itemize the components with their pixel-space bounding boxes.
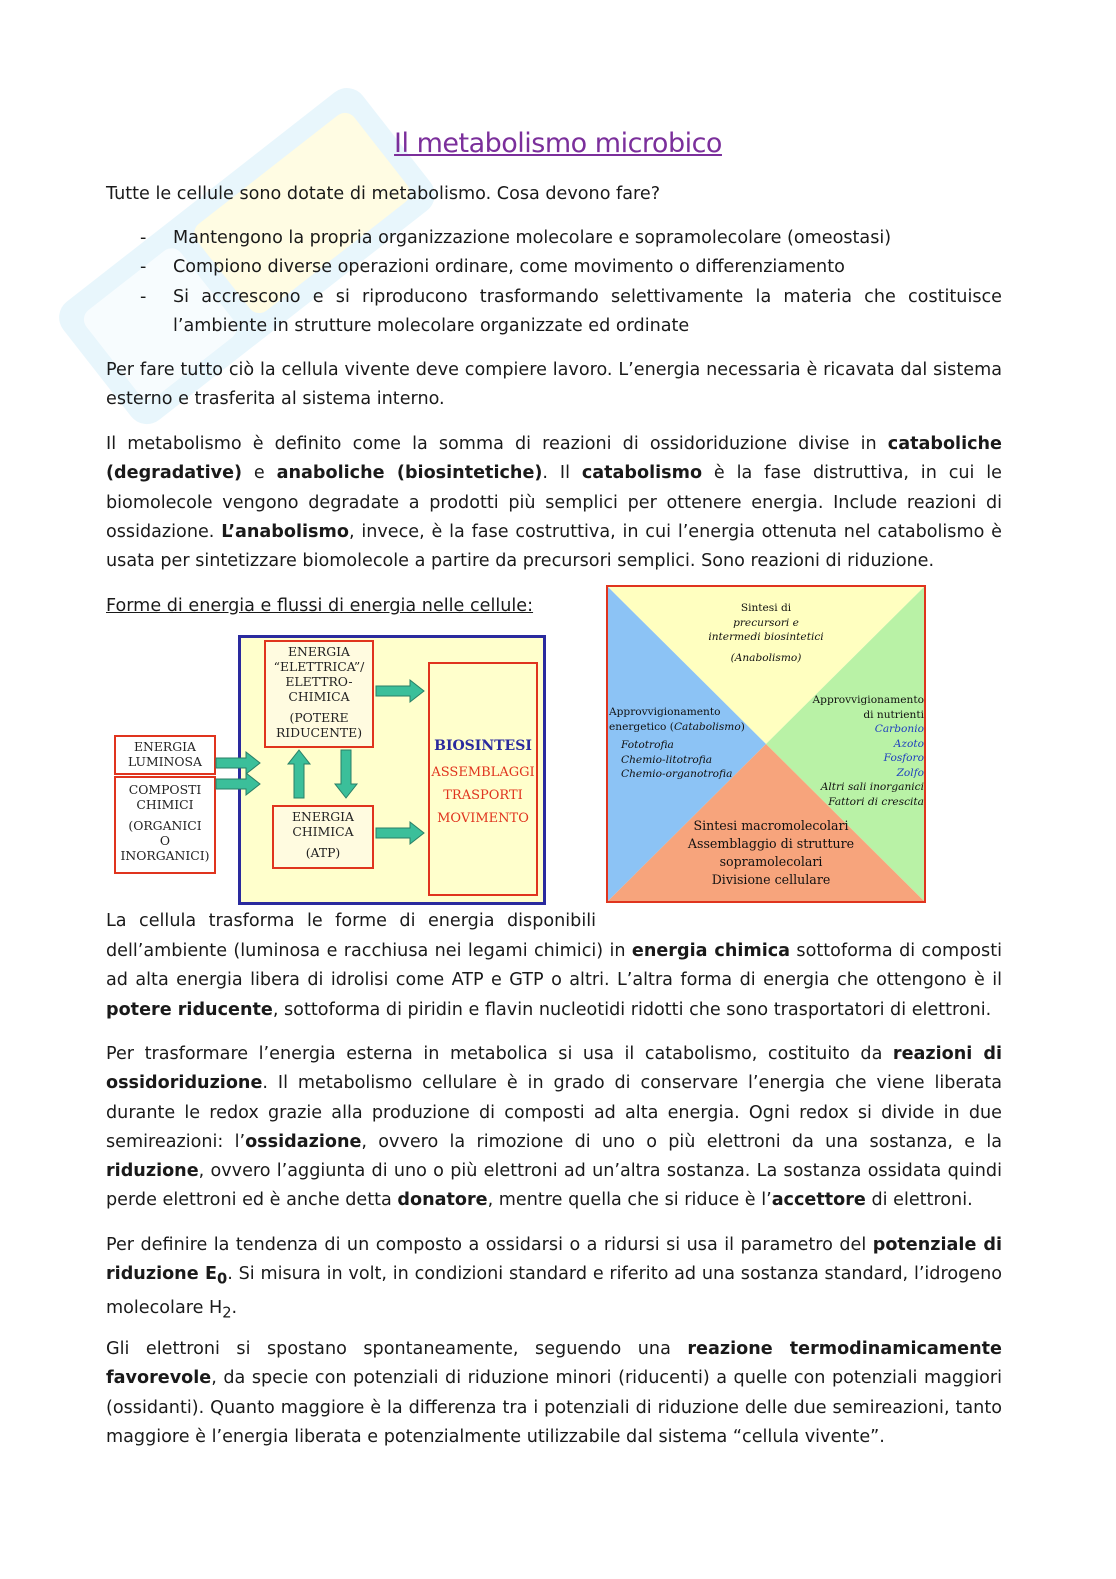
biosintesi-box [428,662,538,896]
paragraph-trasforma: dell’ambiente (luminosa e racchiusa nei legami chimici) in energia chimica sottoforma di composti ad alta energia libera di idrolisi come ATP e GTP o altri. L’altra forma di energia che ottengono è il potere riducente, sottoforma di piridin e flavin nucleotidi ridotti che sono trasportatori di elettroni. [106,941,1002,1020]
list-item: - Si accrescono e si riproducono trasformando selettivamente la materia che costituisce l’ambiente in strutture molecolare organizzate ed ordinate [106,283,1002,342]
anabolismo-label: Sintesi di precursori e intermedi biosintetici (Anabolismo) [708,602,824,664]
paragraph-redox: Per trasformare l’energia esterna in metabolica si usa il catabolismo, costituito da reazioni di ossidoriduzione. Il metabolismo cellulare è in grado di conservare l’energia che viene liberata durante le redox grazie alla produzione di composti ad alta energia. Ogni redox si divide in due semireazioni: l’ossidazione, ovvero la rimozione di uno o più elettroni da una sostanza, e la riduzione, ovvero l’aggiunta di uno o più elettroni ad un’altra sostanza. La sostanza ossidata quindi perde elettroni ed è anche detta donatore, mentre quella che si riduce è l’accettore di elettroni. [106,1044,1002,1211]
section-subheading: Forme di energia e flussi di energia nelle cellule: [106,596,534,616]
catabolismo-label: Approvvigionamento energetico (Catabolismo) Fototrofia Chemio-litotrofia Chemio-organotrofia [609,706,745,780]
paragraph-potenziale: Per definire la tendenza di un composto a ossidarsi o a ridursi si usa il parametro del potenziale di riduzione $E_0$. Si misura in volt, in condizioni standard e riferito ad una sostanza standard, l’idrogeno molecolare $H_2$. [106,1235,1003,1322]
list-item: - Compiono diverse operazioni ordinare, come movimento o differenziamento [106,253,1002,282]
biosintesi-label: BIOSINTESI [434,738,532,754]
movimento-label: MOVIMENTO [437,811,529,826]
energy-flow-diagram [112,632,546,906]
composti-chimici-box: COMPOSTI CHIMICI (ORGANICI O INORGANICI) [114,776,216,874]
list-item: - Mantengono la propria organizzazione molecolare e sopramolecolare (omeostasi) [106,224,1002,253]
paragraph-lavoro: Per fare tutto ciò la cellula vivente deve compiere lavoro. L’energia necessaria è ricavata dal sistema esterno e trasferita al sistema interno. [106,360,1002,410]
metabolism-quadrant-diagram [606,585,926,903]
intro-text: Tutte le cellule sono dotate di metabolismo. Cosa devono fare? [106,184,661,204]
energia-elettrica-box: ENERGIA “ELETTRICA”/ ELETTRO- CHIMICA (POTERE RIDUCENTE) [264,640,374,748]
trasporti-label: TRASPORTI [443,788,523,803]
sintesi-macromolecolari-label: Sintesi macromolecolari Assemblaggio di strutture sopramolecolari Divisione cellulare [687,818,855,887]
bullet-dash: - [140,257,147,278]
nutrienti-label: Approvvigionamento di nutrienti Carbonio Azoto Fosforo Zolfo Altri sali inorganici Fattori di crescita [812,694,924,808]
paragraph-elettroni: Gli elettroni si spostano spontaneamente, seguendo una reazione termodinamicamente favorevole, da specie con potenziali di riduzione minori (riducenti) a quelle con potenziali maggiori (ossidanti). Quanto maggiore è la differenza tra i potenziali di riduzione delle due semireazioni, tanto maggiore è l’energia liberata e potenzialmente utilizzabile dal sistema “cellula vivente”. [106,1339,1002,1447]
bullet-dash: - [140,286,147,307]
energia-chimica-box: ENERGIA CHIMICA (ATP) [272,805,374,869]
energia-luminosa-box: ENERGIA LUMINOSA [114,735,216,775]
bullet-list [106,224,1002,341]
bullet-dash: - [140,228,147,248]
assemblaggi-label: ASSEMBLAGGI [431,765,535,780]
page-title: Il metabolismo microbico [394,128,722,159]
paragraph-trasforma-line1: La cellula trasforma le forme di energia disponibili [106,911,596,931]
paragraph-metabolismo: Il metabolismo è definito come la somma di reazioni di ossidoriduzione divise in cataboliche (degradative) e anaboliche (biosintetiche). Il catabolismo è la fase distruttiva, in cui le biomolecole vengono degradate a prodotti più semplici per ottenere energia. Include reazioni di ossidazione. L’anabolismo, invece, è la fase costruttiva, in cui l’energia ottenuta nel catabolismo è usata per sintetizzare biomolecole a partire da precursori semplici. Sono reazioni di riduzione. [106,434,1002,572]
